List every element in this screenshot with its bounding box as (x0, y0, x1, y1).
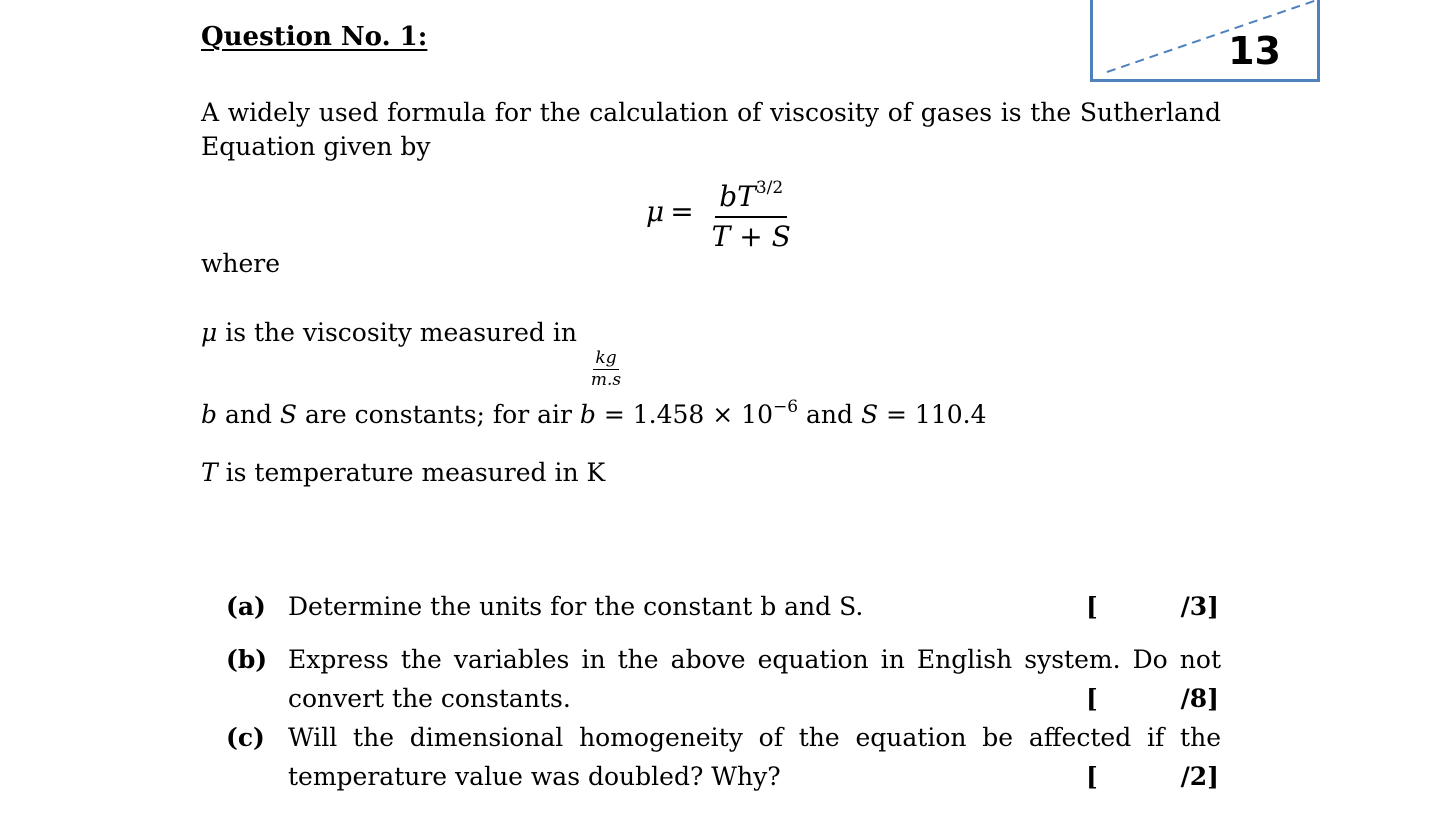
const-s-symbol: S (279, 400, 298, 429)
equation-fraction (708, 171, 795, 252)
question-intro: A widely used formula for the calculation of viscosity of gases is the Sutherland Equation given by (201, 98, 1221, 161)
part-c-marks (1086, 757, 1219, 796)
part-c-line1: Will the dimensional homogeneity of the equation be affected if the (288, 723, 1221, 752)
part-c-marks-open: [ (1086, 762, 1098, 791)
part-c (226, 718, 1221, 796)
where-label: where (201, 249, 281, 278)
mu-unit-denominator: m.s (590, 370, 622, 390)
part-b-marks (1086, 679, 1219, 718)
part-b-label: (b) (226, 645, 268, 674)
const-text: are constants; for air (297, 400, 580, 429)
part-b-line2: convert the constants. (288, 684, 571, 713)
part-a-label: (a) (226, 592, 266, 621)
part-a-marks-value: /3] (1180, 592, 1219, 621)
part-b-marks-value: /8] (1180, 684, 1219, 713)
score-box-diagonal (1093, 0, 1323, 82)
part-a-text: Determine the units for the constant b and S. (288, 592, 864, 621)
mu-text: is the viscosity measured in (217, 318, 585, 347)
question-heading: Question No. 1: (201, 22, 428, 52)
mu-symbol: μ (201, 318, 218, 347)
part-c-marks-value: /2] (1180, 762, 1219, 791)
part-a-marks-open: [ (1086, 592, 1098, 621)
part-c-line2: temperature value was doubled? Why? (288, 762, 781, 791)
part-a-marks (1086, 587, 1219, 626)
const-b-symbol: b (201, 400, 218, 429)
equation-lhs: μ (646, 194, 665, 228)
s-eq-symbol: S (860, 400, 879, 429)
t-symbol: T (201, 458, 218, 487)
score-box (1090, 0, 1320, 82)
part-c-label: (c) (226, 723, 265, 752)
part-b (226, 640, 1221, 718)
b-exponent: −6 (772, 397, 799, 417)
numerator-base: bT (719, 179, 756, 213)
part-a (226, 587, 1221, 626)
score-value: 13 (1228, 29, 1281, 73)
const-text-and-2: and (798, 400, 861, 429)
const-text-and: and (217, 400, 280, 429)
definition-constants (201, 390, 987, 432)
part-c-text (288, 718, 1221, 796)
t-text: is temperature measured in K (217, 458, 606, 487)
part-b-text (288, 640, 1221, 718)
definition-mu (201, 316, 623, 390)
equation-equals: = (670, 194, 694, 228)
equation-denominator: T + S (711, 219, 791, 253)
definition-temperature (201, 456, 605, 490)
numerator-exponent: 3/2 (755, 177, 784, 198)
mu-unit-numerator: kg (595, 348, 617, 368)
b-value: = 1.458 × 10 (595, 400, 773, 429)
mu-unit-fraction (589, 347, 623, 390)
part-b-marks-open: [ (1086, 684, 1098, 713)
sutherland-equation (646, 172, 795, 253)
b-eq-symbol: b (579, 400, 596, 429)
part-b-line1: Express the variables in the above equation in English system. Do not (288, 645, 1221, 674)
equation-numerator (715, 171, 787, 218)
s-value: = 110.4 (878, 400, 987, 429)
